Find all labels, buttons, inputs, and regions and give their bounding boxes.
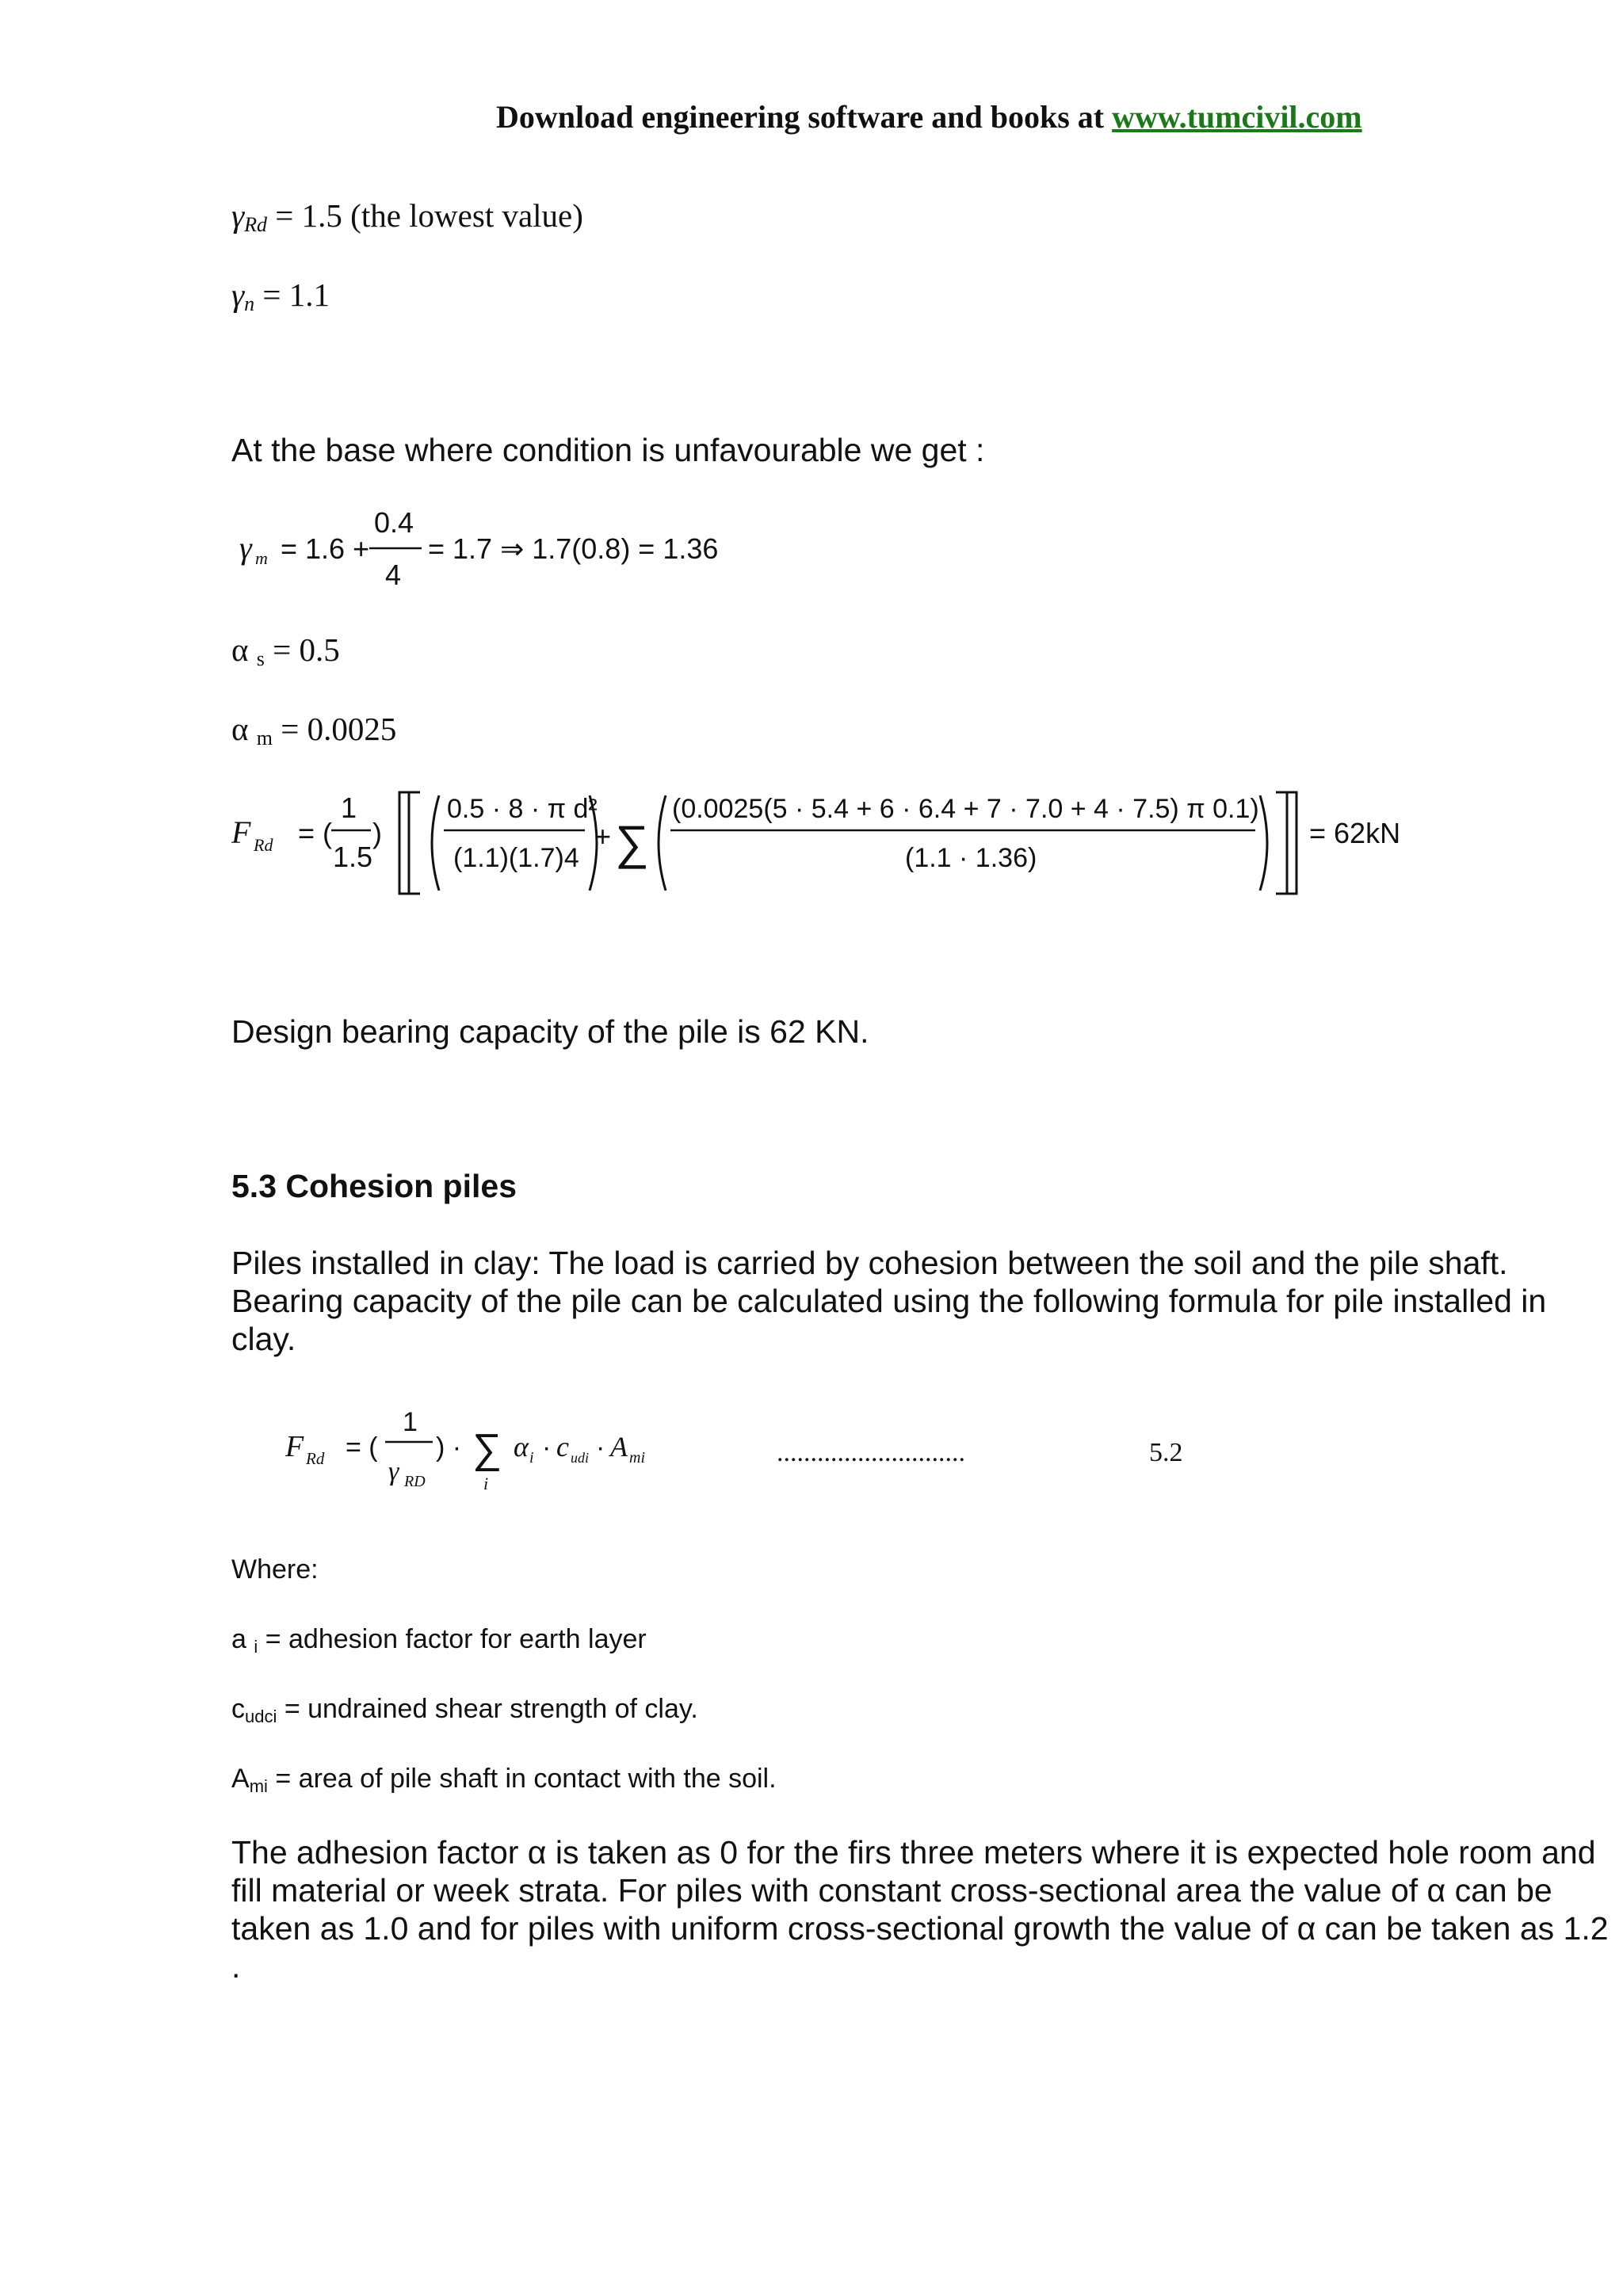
frd-f3-numerator: (0.0025(5 · 5.4 + 6 · 6.4 + 7 · 7.0 + 4 · 7.5) π 0.1) [672, 794, 1259, 824]
frd-eq-open: = ( [298, 817, 333, 849]
def-text: = area of pile shaft in contact with the soil. [275, 1764, 777, 1794]
paragraph-clay-piles: Piles installed in clay: The load is carried by cohesion between the soil and the pile shaft. Bearing capacity of the pile can be calculated using the following formula for pile installed in clay. [231, 1245, 1547, 1357]
def-subscript: udci [245, 1707, 277, 1726]
alpha-symbol: α [231, 711, 249, 747]
def-subscript: i [254, 1637, 258, 1657]
def-symbol: A [231, 1764, 250, 1794]
frd-f2-denominator: (1.1)(1.7)4 [453, 843, 579, 873]
right-paren [1260, 795, 1267, 891]
alpha-s-subscript: s [256, 647, 265, 670]
formula-number: 5.2 [1149, 1438, 1183, 1467]
formula-numerator: 1 [403, 1407, 418, 1437]
left-bracket-inner [409, 792, 420, 894]
def-text: = undrained shear strength of clay. [284, 1694, 698, 1724]
frd-f1-denominator: 1.5 [333, 841, 373, 873]
where-label: Where: [231, 1554, 319, 1585]
gamma-rd-subscript: Rd [244, 213, 268, 236]
gamma-m-denominator: 4 [385, 559, 402, 591]
frd-equation [231, 784, 1404, 903]
gamma-n-subscript: n [244, 292, 255, 315]
base-condition-sentence: At the base where condition is unfavourable we get : [231, 432, 985, 468]
frd-plus: + [594, 820, 612, 852]
def-symbol: a [231, 1624, 246, 1654]
header-text: Download engineering software and books at [496, 99, 1105, 135]
formula-close: ) · [436, 1432, 462, 1463]
definition-shear-strength [231, 1694, 698, 1727]
frd-sum-symbol: ∑ [615, 816, 649, 869]
design-capacity-sentence: Design bearing capacity of the pile is 62 KN. [231, 1013, 869, 1050]
alpha-s-line [231, 631, 340, 671]
frd-f1-numerator: 1 [341, 791, 357, 824]
left-paren [659, 795, 666, 891]
formula-gamma-symbol: γ [388, 1457, 399, 1486]
formula-c-subscript: udi [571, 1450, 590, 1466]
gamma-n-value: = 1.1 [262, 277, 330, 313]
definition-shaft-area [231, 1764, 777, 1797]
header-link[interactable]: www.tumcivil.com [1112, 99, 1362, 135]
formula-dot: · [596, 1432, 605, 1463]
gamma-n-line [231, 276, 330, 316]
formula-frd-subscript: Rd [306, 1449, 325, 1468]
gamma-m-symbol: γ [239, 530, 252, 566]
def-symbol: c [231, 1694, 245, 1724]
gamma-m-part2: = 1.7 ⇒ 1.7(0.8) = 1.36 [428, 532, 719, 565]
frd-symbol: F [231, 814, 251, 850]
formula-alpha-subscript: i [529, 1449, 534, 1466]
alpha-m-line [231, 710, 396, 750]
def-text: = adhesion factor for earth layer [265, 1624, 647, 1654]
alpha-s-value: = 0.5 [273, 631, 340, 668]
alpha-m-value: = 0.0025 [281, 711, 397, 747]
formula-c-symbol: c [556, 1431, 569, 1463]
section-heading: 5.3 Cohesion piles [231, 1168, 517, 1204]
formula-sum-symbol: ∑ [472, 1426, 502, 1472]
frd-result: = 62kN [1309, 817, 1401, 849]
page-header [496, 98, 1362, 135]
right-bracket-inner [1276, 792, 1287, 894]
formula-eq-open: = ( [346, 1432, 378, 1463]
formula-gamma-subscript: RD [404, 1473, 426, 1490]
alpha-m-subscript: m [256, 727, 273, 749]
formula-dot: · [542, 1432, 552, 1463]
gamma-rd-line [231, 196, 583, 237]
gamma-m-equation [231, 507, 739, 594]
gamma-rd-value: = 1.5 (the lowest value) [275, 197, 583, 234]
formula-sum-index: i [483, 1474, 489, 1493]
formula-5-2 [285, 1402, 1205, 1505]
paragraph-adhesion-factor: The adhesion factor α is taken as 0 for the firs three meters where it is expected hole room and fill material or week strata. For piles with constant cross-sectional area the value of α can be taken as 1.0 and for piles with uniform cross-sectional growth the value of α can be taken as 1.2 . [231, 1834, 1609, 1985]
frd-f3-denominator: (1.1 · 1.36) [905, 843, 1037, 873]
gamma-symbol: γ [231, 277, 245, 313]
formula-frd-symbol: F [285, 1430, 304, 1463]
frd-f2-numerator: 0.5 · 8 · π d² [447, 794, 598, 824]
frd-close-paren: ) [372, 817, 382, 849]
formula-leader-dots: ............................ [777, 1438, 965, 1467]
formula-a-subscript: mi [629, 1449, 645, 1466]
formula-a-symbol: A [610, 1431, 628, 1463]
alpha-symbol: α [231, 631, 249, 668]
gamma-symbol: γ [231, 197, 245, 234]
formula-alpha-symbol: α [514, 1431, 529, 1463]
definition-adhesion [231, 1624, 647, 1657]
left-paren [432, 795, 439, 891]
gamma-m-part1: = 1.6 + [281, 532, 370, 565]
frd-subscript: Rd [254, 835, 273, 855]
gamma-m-numerator: 0.4 [374, 507, 414, 539]
gamma-m-subscript: m [255, 548, 268, 568]
def-subscript: mi [249, 1776, 268, 1796]
